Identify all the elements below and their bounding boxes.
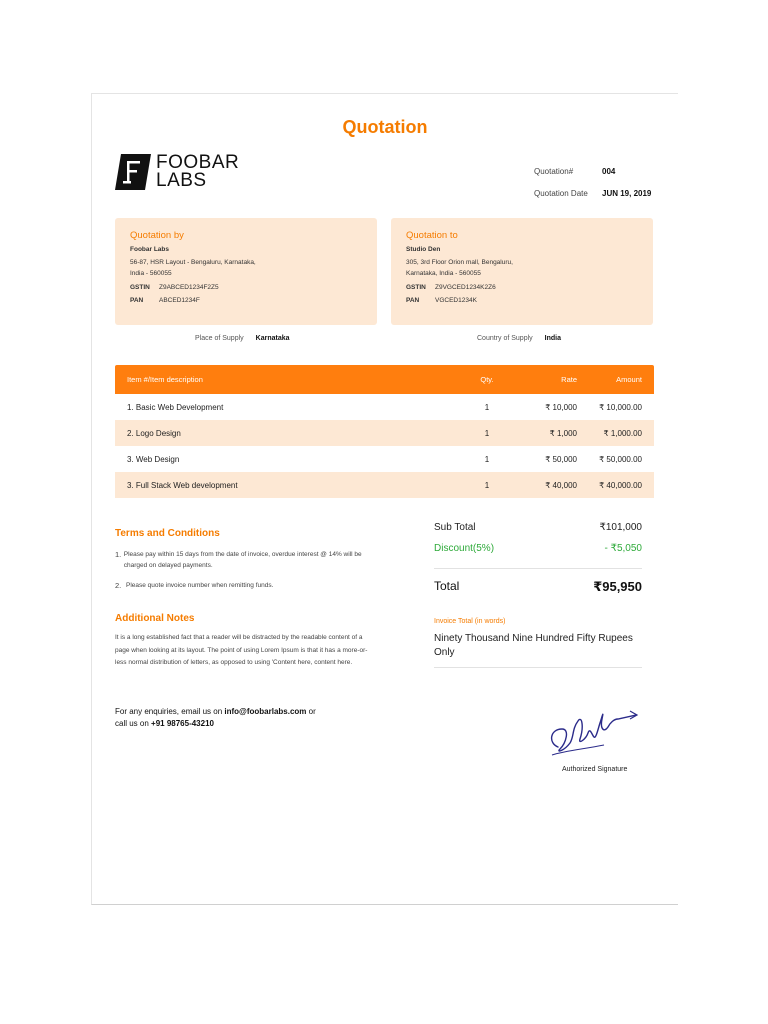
f-logo-icon <box>115 154 151 190</box>
country-of-supply <box>477 335 561 342</box>
total-in-words-label: Invoice Total (in words) <box>434 618 506 625</box>
address-line: 56-87, HSR Layout - Bengaluru, Karnataka, <box>130 259 256 266</box>
term-number: 1. <box>115 550 122 559</box>
quotation-to-heading: Quotation to <box>406 230 458 241</box>
item-rate: ₹ 50,000 <box>545 454 577 464</box>
table-header <box>115 365 654 394</box>
subtotal-label: Sub Total <box>434 522 476 533</box>
item-amount: ₹ 1,000.00 <box>603 428 642 438</box>
header-qty: Qty. <box>480 375 494 384</box>
notes-heading: Additional Notes <box>115 613 195 624</box>
place-of-supply <box>195 335 290 342</box>
term-text: Please quote invoice number when remitting funds. <box>126 582 274 589</box>
quotation-number: 004 <box>602 167 616 176</box>
item-qty: 1 <box>484 402 490 412</box>
contact-prefix: For any enquiries, email us on <box>115 707 225 716</box>
quotation-to-address <box>406 257 638 279</box>
item-description: 3. Web Design <box>127 454 180 464</box>
gstin-value: Z9VGCED1234K2Z6 <box>435 284 496 291</box>
total-value: ₹95,950 <box>593 579 642 594</box>
total-label: Total <box>434 579 460 593</box>
list-item <box>115 580 385 591</box>
company-logo <box>115 154 239 190</box>
signature-icon <box>544 699 640 761</box>
address-line: 305, 3rd Floor Orion mall, Bengaluru, <box>406 259 513 266</box>
table-row <box>115 446 654 472</box>
quotation-document <box>91 93 678 905</box>
header-description: Item #/Item description <box>127 375 203 384</box>
header-rate: Rate <box>561 375 577 384</box>
subtotal-value: ₹101,000 <box>599 522 642 533</box>
item-qty: 1 <box>484 480 490 490</box>
list-item <box>115 549 385 571</box>
quotation-to-name: Studio Den <box>406 246 441 253</box>
contact-phone-link[interactable]: +91 98765-43210 <box>151 719 214 728</box>
quotation-to-panel <box>391 218 653 325</box>
item-amount: ₹ 50,000.00 <box>599 454 642 464</box>
logo-wordmark <box>156 154 239 190</box>
signature-label: Authorized Signature <box>562 766 628 773</box>
place-of-supply-label: Place of Supply <box>195 335 244 342</box>
terms-list <box>115 549 385 600</box>
contact-info <box>115 706 316 730</box>
term-text: Please pay within 15 days from the date of invoice, overdue interest @ 14% will be charged on delayed payments. <box>123 551 362 569</box>
logo-line2: LABS <box>156 170 207 191</box>
quotation-by-heading: Quotation by <box>130 230 184 241</box>
pan-label: PAN <box>406 297 420 304</box>
quotation-by-name: Foobar Labs <box>130 246 170 253</box>
notes-text: It is a long established fact that a reader will be distracted by the readable content of a page when looking at its layout. The point of using Lorem Ipsum is that it has a more-or-less normal distribution of letters, as opposed to using 'Content here, content here. <box>115 634 368 667</box>
item-description: 3. Full Stack Web development <box>127 480 238 490</box>
contact-mid: or <box>306 707 316 716</box>
item-rate: ₹ 10,000 <box>545 402 577 412</box>
country-of-supply-value: India <box>544 335 561 342</box>
header-amount: Amount <box>616 375 642 384</box>
item-amount: ₹ 10,000.00 <box>599 402 642 412</box>
quotation-by-panel <box>115 218 377 325</box>
quotation-meta <box>534 167 651 211</box>
pan-label: PAN <box>130 297 144 304</box>
address-line: India - 560055 <box>130 270 172 277</box>
quotation-number-label: Quotation# <box>534 167 574 176</box>
discount-label: Discount(5%) <box>434 543 495 554</box>
page-title: Quotation <box>342 117 428 137</box>
quotation-date: JUN 19, 2019 <box>602 189 652 198</box>
gstin-label: GSTIN <box>130 284 150 291</box>
totals-section <box>434 522 642 595</box>
address-line: Karnataka, India - 560055 <box>406 270 481 277</box>
item-qty: 1 <box>484 454 490 464</box>
discount-value: - ₹5,050 <box>604 543 642 554</box>
gstin-label: GSTIN <box>406 284 426 291</box>
item-rate: ₹ 40,000 <box>545 480 577 490</box>
items-table <box>115 365 654 498</box>
item-description: 2. Logo Design <box>127 428 181 438</box>
total-in-words: Ninety Thousand Nine Hundred Fifty Rupees Only <box>434 632 642 668</box>
pan-value: VGCED1234K <box>435 297 477 304</box>
pan-value: ABCED1234F <box>159 297 200 304</box>
contact-call: call us on <box>115 719 152 728</box>
terms-heading: Terms and Conditions <box>115 528 220 539</box>
gstin-value: Z9ABCED1234F2Z5 <box>159 284 219 291</box>
table-row <box>115 472 654 498</box>
quotation-by-address <box>130 257 362 279</box>
logo-line1: FOOBAR <box>156 152 240 173</box>
item-rate: ₹ 1,000 <box>549 428 577 438</box>
table-row <box>115 420 654 446</box>
quotation-date-label: Quotation Date <box>534 189 588 198</box>
contact-email-link[interactable]: info@foobarlabs.com <box>224 707 307 716</box>
table-row <box>115 394 654 420</box>
place-of-supply-value: Karnataka <box>255 335 290 342</box>
item-qty: 1 <box>484 428 490 438</box>
item-description: 1. Basic Web Development <box>127 402 224 412</box>
country-of-supply-label: Country of Supply <box>477 335 533 342</box>
term-number: 2. <box>115 581 122 590</box>
item-amount: ₹ 40,000.00 <box>599 480 642 490</box>
